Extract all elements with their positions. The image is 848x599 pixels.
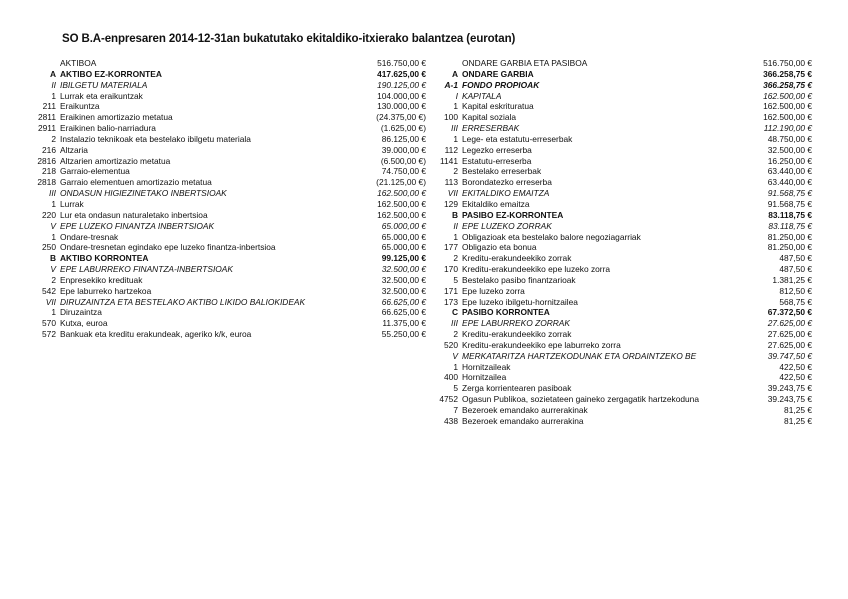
balance-row [0, 69, 426, 80]
account-code: 113 [444, 177, 458, 188]
account-label: Legezko erreserba [462, 144, 532, 155]
account-code: V [50, 264, 56, 275]
account-label: MERKATARITZA HARTZEKODUNAK ETA ORDAINTZEKO BE [462, 350, 697, 361]
balance-row [0, 232, 426, 243]
account-code: VII [447, 188, 458, 199]
account-amount: 65.000,00 € [381, 220, 426, 231]
account-amount: 366.258,75 € [763, 68, 812, 79]
account-label: EPE LABURREKO FINANTZA-INBERTSIOAK [60, 264, 233, 275]
account-label: Lurrak eta eraikuntzak [60, 90, 143, 101]
account-label: Kreditu-erakundeekiko zorrak [462, 329, 572, 340]
account-code: 2 [51, 274, 56, 285]
account-amount: 83.118,75 € [768, 220, 812, 231]
account-amount: 81,25 € [784, 415, 812, 426]
account-label: Ogasun Publikoa, sozietateen gaineko zergagatik hartzekoduna [462, 394, 699, 405]
account-amount: 487,50 € [779, 253, 812, 264]
balance-row [428, 340, 812, 351]
account-code: B [451, 209, 458, 220]
account-amount: 55.250,00 € [381, 329, 426, 340]
balance-row [0, 307, 426, 318]
account-amount: 812,50 € [779, 285, 812, 296]
account-code: 1 [51, 90, 56, 101]
account-label: Epe luzeko zorra [462, 285, 525, 296]
account-label: Zerga korrientearen pasiboak [462, 383, 572, 394]
account-code: 177 [444, 242, 458, 253]
account-label: Garraio elementuen amortizazio metatua [60, 177, 212, 188]
account-label: PASIBO EZ-KORRONTEA [462, 209, 564, 220]
balance-row [428, 297, 812, 308]
account-code: 173 [444, 296, 458, 307]
account-code: A [49, 68, 56, 79]
balance-row [0, 221, 426, 232]
balance-row [428, 145, 812, 156]
balance-row [428, 318, 812, 329]
account-code: 5 [453, 383, 458, 394]
account-code: 2816 [37, 155, 56, 166]
balance-row [0, 210, 426, 221]
account-label: AKTIBO EZ-KORRONTEA [60, 68, 162, 79]
account-label: FONDO PROPIOAK [462, 79, 540, 90]
account-amount: 39.000,00 € [381, 144, 426, 155]
balance-row [428, 101, 812, 112]
account-code: 170 [444, 264, 458, 275]
account-code: 1 [453, 101, 458, 112]
account-label: EPE LUZEKO ZORRAK [462, 220, 552, 231]
account-label: Kutxa, euroa [60, 318, 108, 329]
account-label: Borondatezko erreserba [462, 177, 552, 188]
account-code: 2 [453, 166, 458, 177]
account-code: III [451, 123, 458, 134]
balance-row [428, 405, 812, 416]
balance-row [428, 210, 812, 221]
balance-row [428, 242, 812, 253]
balance-row [428, 112, 812, 123]
account-code: 250 [42, 242, 56, 253]
account-label: Kreditu-erakundeekiko zorrak [462, 253, 572, 264]
account-amount: 81.250,00 € [767, 242, 812, 253]
account-amount: 162.500,00 € [763, 101, 812, 112]
account-amount: 516.750,00 € [377, 58, 426, 68]
account-amount: 162.500,00 € [763, 90, 812, 101]
balance-row [428, 69, 812, 80]
account-label: PASIBO KORRONTEA [462, 307, 550, 318]
document-title: SO B.A-enpresaren 2014-12-31an bukatutako ekitaldiko-itxierako balantzea (eurotan) [62, 33, 516, 45]
account-label: Bestelako erreserbak [462, 166, 542, 177]
account-label: Altzarien amortizazio metatua [60, 155, 171, 166]
account-amount: 39.243,75 € [767, 383, 812, 394]
account-amount: 27.625,00 € [767, 329, 812, 340]
account-code: 2 [51, 133, 56, 144]
account-code: II [453, 220, 458, 231]
account-code: 542 [42, 285, 56, 296]
account-label: Lege- eta estatutu-erreserbak [462, 133, 573, 144]
account-code: 2 [453, 253, 458, 264]
account-code: VII [45, 296, 56, 307]
account-amount: 162.500,00 € [377, 188, 426, 199]
balance-row [428, 394, 812, 405]
balance-row [0, 91, 426, 102]
balance-row [428, 372, 812, 383]
account-amount: 63.440,00 € [767, 177, 812, 188]
account-code: V [452, 350, 458, 361]
account-amount: 74.750,00 € [381, 166, 426, 177]
account-code: 2911 [37, 123, 56, 134]
account-amount: 81,25 € [784, 405, 812, 415]
balance-row [0, 80, 426, 91]
balance-row [428, 307, 812, 318]
balance-row [428, 91, 812, 102]
account-label: EPE LABURREKO ZORRAK [462, 318, 570, 329]
account-label: Lur eta ondasun naturaletako inbertsioa [60, 209, 208, 220]
account-code: A [451, 68, 458, 79]
balance-row [428, 253, 812, 264]
account-amount: 162.500,00 € [377, 198, 426, 209]
account-code: 1 [51, 198, 56, 209]
balance-row [0, 58, 426, 69]
account-code: 2811 [37, 112, 56, 123]
account-amount: 130.000,00 € [377, 101, 426, 112]
account-amount: 162.500,00 € [377, 209, 426, 220]
account-code: 1 [51, 307, 56, 318]
account-label: Altzaria [60, 144, 88, 155]
account-amount: 190.125,00 € [377, 79, 426, 90]
account-amount: 67.372,50 € [767, 307, 812, 318]
account-code: I [455, 90, 458, 101]
account-code: 129 [444, 198, 458, 209]
account-amount: 366.258,75 € [763, 79, 812, 90]
account-amount: 66.625,00 € [381, 307, 426, 318]
account-code: V [50, 220, 56, 231]
balance-row [428, 275, 812, 286]
account-code: 572 [42, 329, 56, 340]
account-amount: 16.250,00 € [767, 155, 812, 166]
account-label: Instalazio teknikoak eta bestelako ibilgetu materiala [60, 133, 251, 144]
balance-row [0, 188, 426, 199]
account-label: Bezeroek emandako aurrerakinak [462, 405, 588, 415]
account-label: ERRESERBAK [462, 123, 520, 134]
balance-row [428, 232, 812, 243]
account-amount: 39.747,50 € [767, 350, 812, 361]
balance-row [0, 318, 426, 329]
balance-row [0, 199, 426, 210]
balance-row [428, 58, 812, 69]
account-code: 218 [42, 166, 56, 177]
balance-row [0, 253, 426, 264]
balance-row [0, 101, 426, 112]
account-amount: 162.500,00 € [763, 112, 812, 123]
account-amount: (1.625,00 €) [380, 123, 426, 134]
account-code: 1 [453, 361, 458, 372]
account-label: Kreditu-erakundeekiko epe laburreko zorra [462, 339, 621, 350]
account-amount: 81.250,00 € [767, 231, 812, 242]
account-label: Bankuak eta kreditu erakundeak, ageriko k/k, euroa [60, 329, 252, 340]
balance-row [0, 112, 426, 123]
account-code: A-1 [444, 79, 458, 90]
account-code: B [49, 253, 56, 264]
account-amount: 32.500,00 € [381, 274, 426, 285]
account-amount: 32.500,00 € [767, 144, 812, 155]
balance-row [428, 264, 812, 275]
account-amount: 1.381,25 € [772, 274, 812, 285]
account-amount: 32.500,00 € [381, 285, 426, 296]
account-label: Kapital soziala [462, 112, 517, 123]
balance-row [0, 166, 426, 177]
balance-row [428, 80, 812, 91]
account-amount: 27.625,00 € [767, 339, 812, 350]
account-label: Bezeroek emandako aurrerakina [462, 415, 584, 426]
account-code: 100 [444, 112, 458, 123]
account-amount: 32.500,00 € [381, 264, 426, 275]
balance-row [0, 329, 426, 340]
account-amount: 422,50 € [779, 361, 812, 372]
account-code: 438 [444, 415, 458, 426]
account-label: Diruzaintza [60, 307, 102, 318]
balance-row [428, 351, 812, 362]
account-code: III [49, 188, 56, 199]
account-amount: (21.125,00 €) [376, 177, 426, 188]
account-label: Lurrak [60, 198, 84, 209]
balance-row [428, 383, 812, 394]
balance-row [0, 264, 426, 275]
balance-row [0, 156, 426, 167]
account-amount: 417.625,00 € [377, 68, 426, 79]
balance-row [428, 166, 812, 177]
account-label: Epe luzeko ibilgetu-hornitzailea [462, 296, 578, 307]
account-label: Kapital eskrituratua [462, 101, 534, 112]
balance-row [0, 134, 426, 145]
balance-row [428, 362, 812, 373]
account-label: Hornitzaileak [462, 361, 511, 372]
account-amount: 48.750,00 € [767, 133, 812, 144]
account-label: Kreditu-erakundeekiko epe luzeko zorra [462, 264, 611, 275]
balance-row [0, 297, 426, 308]
account-amount: 99.125,00 € [381, 253, 426, 264]
account-amount: 104.000,00 € [377, 90, 426, 101]
account-label: ONDASUN HIGIEZINETAKO INBERTSIOAK [60, 188, 227, 199]
account-code: 400 [444, 372, 458, 383]
account-code: 1141 [439, 155, 458, 166]
account-label: Eraikinen amortizazio metatua [60, 112, 173, 123]
account-label: IBILGETU MATERIALA [60, 79, 148, 90]
account-amount: 65.000,00 € [381, 231, 426, 242]
account-code: 520 [444, 339, 458, 350]
balance-row [428, 416, 812, 427]
account-label: Enpresekiko kredituak [60, 274, 143, 285]
account-amount: (24.375,00 €) [376, 112, 426, 123]
account-code: II [51, 79, 56, 90]
account-label: KAPITALA [462, 90, 502, 101]
account-code: 2818 [37, 177, 56, 188]
account-amount: (6.500,00 €) [380, 155, 426, 166]
account-code: 5 [453, 274, 458, 285]
account-code: 4752 [439, 394, 458, 405]
balance-row [428, 123, 812, 134]
balance-row [428, 134, 812, 145]
balance-row [428, 199, 812, 210]
account-code: 211 [42, 101, 56, 112]
account-label: Estatutu-erreserba [462, 155, 532, 166]
account-label: ONDARE GARBIA [462, 68, 534, 79]
account-label: ONDARE GARBIA ETA PASIBOA [462, 58, 588, 68]
account-amount: 86.125,00 € [381, 133, 426, 144]
account-amount: 91.568,75 € [767, 198, 812, 209]
account-label: DIRUZAINTZA ETA BESTELAKO AKTIBO LIKIDO BALIOKIDEAK [60, 296, 306, 307]
balance-row [0, 177, 426, 188]
account-code: 112 [444, 144, 458, 155]
account-code: 216 [42, 144, 56, 155]
account-code: 1 [51, 231, 56, 242]
account-code: 2 [453, 329, 458, 340]
balance-row [0, 242, 426, 253]
account-code: 1 [453, 133, 458, 144]
account-label: Epe laburreko hartzekoa [60, 285, 152, 296]
account-code: 171 [444, 285, 458, 296]
account-amount: 11.375,00 € [382, 318, 426, 329]
account-amount: 112.190,00 € [763, 123, 812, 134]
account-label: Bestelako pasibo finantzarioak [462, 274, 576, 285]
balance-row [428, 329, 812, 340]
account-label: AKTIBOA [60, 58, 97, 68]
balance-row [428, 156, 812, 167]
account-amount: 27.625,00 € [767, 318, 812, 329]
balance-row [428, 177, 812, 188]
account-code: 1 [453, 231, 458, 242]
account-label: Obligazioak eta bestelako balore negoziagarriak [462, 231, 641, 242]
account-label: EPE LUZEKO FINANTZA INBERTSIOAK [60, 220, 215, 231]
account-label: Eraikinen balio-narriadura [60, 123, 156, 134]
account-amount: 516.750,00 € [763, 58, 812, 68]
account-amount: 91.568,75 € [767, 188, 812, 199]
account-amount: 39.243,75 € [767, 394, 812, 405]
account-code: 220 [42, 209, 56, 220]
account-amount: 65.000,00 € [381, 242, 426, 253]
account-label: Garraio-elementua [60, 166, 130, 177]
balance-row [428, 286, 812, 297]
balance-row [0, 275, 426, 286]
account-code: C [451, 307, 458, 318]
account-label: AKTIBO KORRONTEA [60, 253, 149, 264]
assets-column [0, 58, 426, 340]
account-amount: 66.625,00 € [381, 296, 426, 307]
balance-row [428, 188, 812, 199]
account-label: Eraikuntza [60, 101, 100, 112]
account-label: Hornitzailea [462, 372, 507, 383]
account-amount: 422,50 € [779, 372, 812, 383]
balance-row [0, 286, 426, 297]
account-label: Ekitaldiko emaitza [462, 198, 530, 209]
account-code: III [451, 318, 458, 329]
account-amount: 63.440,00 € [767, 166, 812, 177]
account-amount: 568,75 € [779, 296, 812, 307]
account-label: Obligazio eta bonua [462, 242, 537, 253]
balance-row [0, 145, 426, 156]
balance-row [428, 221, 812, 232]
account-amount: 487,50 € [779, 264, 812, 275]
account-label: Ondare-tresnak [60, 231, 119, 242]
account-amount: 83.118,75 € [768, 209, 812, 220]
account-code: 570 [42, 318, 56, 329]
account-label: EKITALDIKO EMAITZA [462, 188, 550, 199]
account-label: Ondare-tresnetan egindako epe luzeko finantza-inbertsioa [60, 242, 276, 253]
account-code: 7 [453, 405, 458, 415]
equity-liabilities-column [428, 58, 812, 427]
balance-row [0, 123, 426, 134]
